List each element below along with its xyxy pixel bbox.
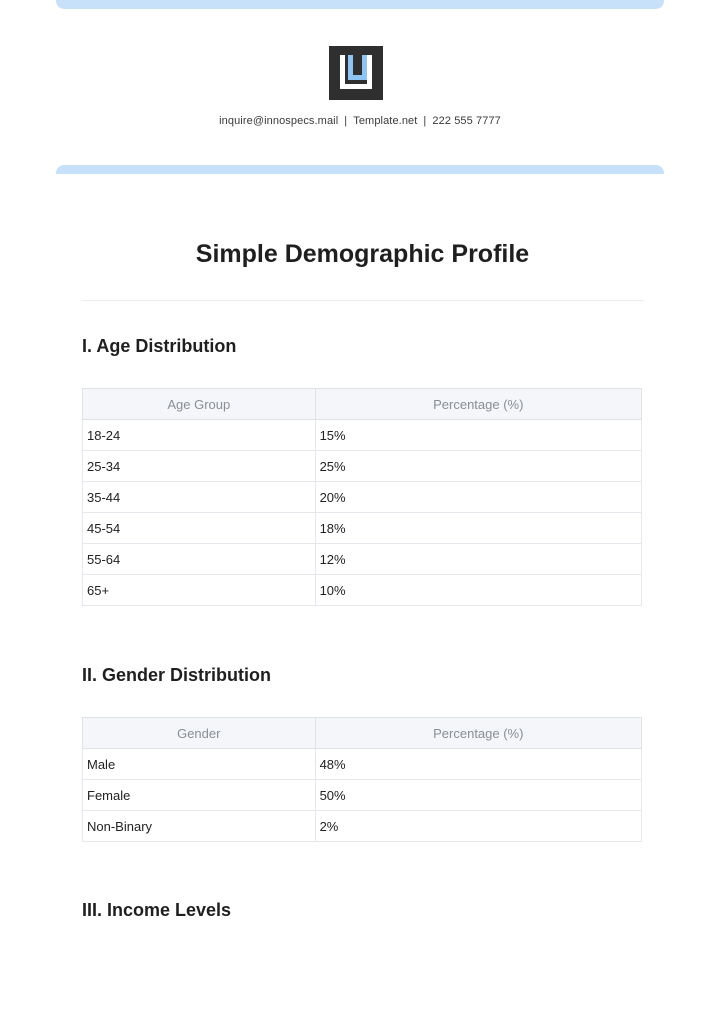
table-row — [83, 811, 642, 842]
gender-distribution-table — [82, 717, 642, 842]
column-header-gender: Gender — [83, 718, 316, 749]
column-header-percentage: Percentage (%) — [315, 389, 641, 420]
percentage-cell: 10% — [315, 575, 641, 606]
percentage-cell: 25% — [315, 451, 641, 482]
age-group-cell: 25-34 — [83, 451, 316, 482]
table-header-row — [83, 389, 642, 420]
logo-mark-icon — [329, 46, 383, 100]
age-distribution-table — [82, 388, 642, 606]
title-divider — [82, 300, 644, 301]
percentage-cell: 18% — [315, 513, 641, 544]
percentage-cell: 48% — [315, 749, 641, 780]
percentage-cell: 2% — [315, 811, 641, 842]
contact-email: inquire@innospecs.mail — [219, 115, 339, 127]
column-header-percentage: Percentage (%) — [315, 718, 641, 749]
contact-separator: | — [344, 115, 348, 127]
age-group-cell: 55-64 — [83, 544, 316, 575]
document-title: Simple Demographic Profile — [195, 240, 530, 268]
gender-cell: Non-Binary — [83, 811, 316, 842]
table-row — [83, 482, 642, 513]
age-group-cell: 35-44 — [83, 482, 316, 513]
income-section-heading: III. Income Levels — [82, 900, 232, 920]
age-section-heading: I. Age Distribution — [82, 336, 237, 356]
header-accent-band — [56, 0, 664, 9]
table-row — [83, 420, 642, 451]
percentage-cell: 12% — [315, 544, 641, 575]
percentage-cell: 20% — [315, 482, 641, 513]
table-row — [83, 575, 642, 606]
percentage-cell: 15% — [315, 420, 641, 451]
company-logo — [329, 46, 383, 100]
contact-phone: 222 555 7777 — [432, 115, 501, 127]
contact-separator: | — [423, 115, 427, 127]
table-row — [83, 544, 642, 575]
age-group-cell: 45-54 — [83, 513, 316, 544]
contact-website: Template.net — [353, 115, 418, 127]
table-row — [83, 451, 642, 482]
age-group-cell: 18-24 — [83, 420, 316, 451]
contact-line — [0, 115, 720, 127]
percentage-cell: 50% — [315, 780, 641, 811]
gender-cell: Female — [83, 780, 316, 811]
body-accent-band — [56, 165, 664, 174]
table-row — [83, 749, 642, 780]
gender-cell: Male — [83, 749, 316, 780]
column-header-age-group: Age Group — [83, 389, 316, 420]
gender-section-heading: II. Gender Distribution — [82, 665, 272, 685]
table-row — [83, 513, 642, 544]
table-row — [83, 780, 642, 811]
age-group-cell: 65+ — [83, 575, 316, 606]
table-header-row — [83, 718, 642, 749]
